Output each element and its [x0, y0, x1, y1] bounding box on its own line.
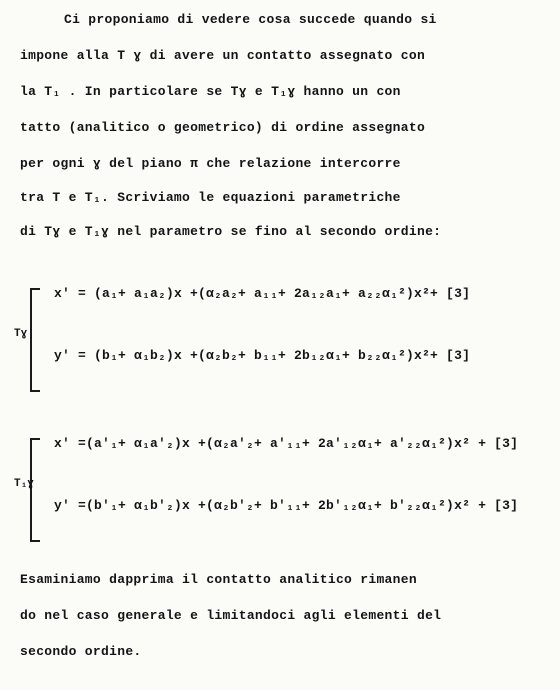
equation-y: y' =(b'₁+ α₁b'₂)x +(α₂b'₂+ b'₁₁+ 2b'₁₂α₁+ b'₂₂α₁²)x² + [3] [54, 498, 519, 513]
equation-y: y' = (b₁+ α₁b₂)x +(α₂b₂+ b₁₁+ 2b₁₂α₁+ b₂₂α₁²)x²+ [3] [54, 348, 471, 363]
system-label: Tɣ [14, 328, 28, 340]
text-line: tatto (analitico o geometrico) di ordine assegnato [20, 120, 426, 135]
text-line: do nel caso generale e limitandoci agli elementi del [20, 608, 442, 623]
text-line: impone alla T ɣ di avere un contatto assegnato con [20, 48, 426, 63]
equation-x: x' = (a₁+ a₁a₂)x +(α₂a₂+ a₁₁+ 2a₁₂a₁+ a₂₂α₁²)x²+ [3] [54, 286, 471, 301]
text-line: Ci proponiamo di vedere cosa succede quando si [64, 12, 437, 27]
text-line: di Tɣ e T₁ɣ nel parametro se fino al secondo ordine: [20, 224, 442, 239]
system-label: T₁ɣ [14, 478, 34, 490]
text-line: secondo ordine. [20, 644, 142, 659]
equation-system-1 [14, 278, 554, 398]
equation-x: x' =(a'₁+ α₁a'₂)x +(α₂a'₂+ a'₁₁+ 2a'₁₂α₁+ a'₂₂α₁²)x² + [3] [54, 436, 519, 451]
text-line: la T₁ . In particolare se Tɣ e T₁ɣ hanno un con [20, 84, 401, 99]
text-line: per ogni ɣ del piano π che relazione intercorre [20, 156, 401, 171]
text-line: tra T e T₁. Scriviamo le equazioni parametriche [20, 190, 401, 205]
brace [30, 288, 40, 392]
equation-system-2 [14, 428, 554, 548]
text-line: Esaminiamo dapprima il contatto analitico rimanen [20, 572, 417, 587]
brace [30, 438, 40, 542]
